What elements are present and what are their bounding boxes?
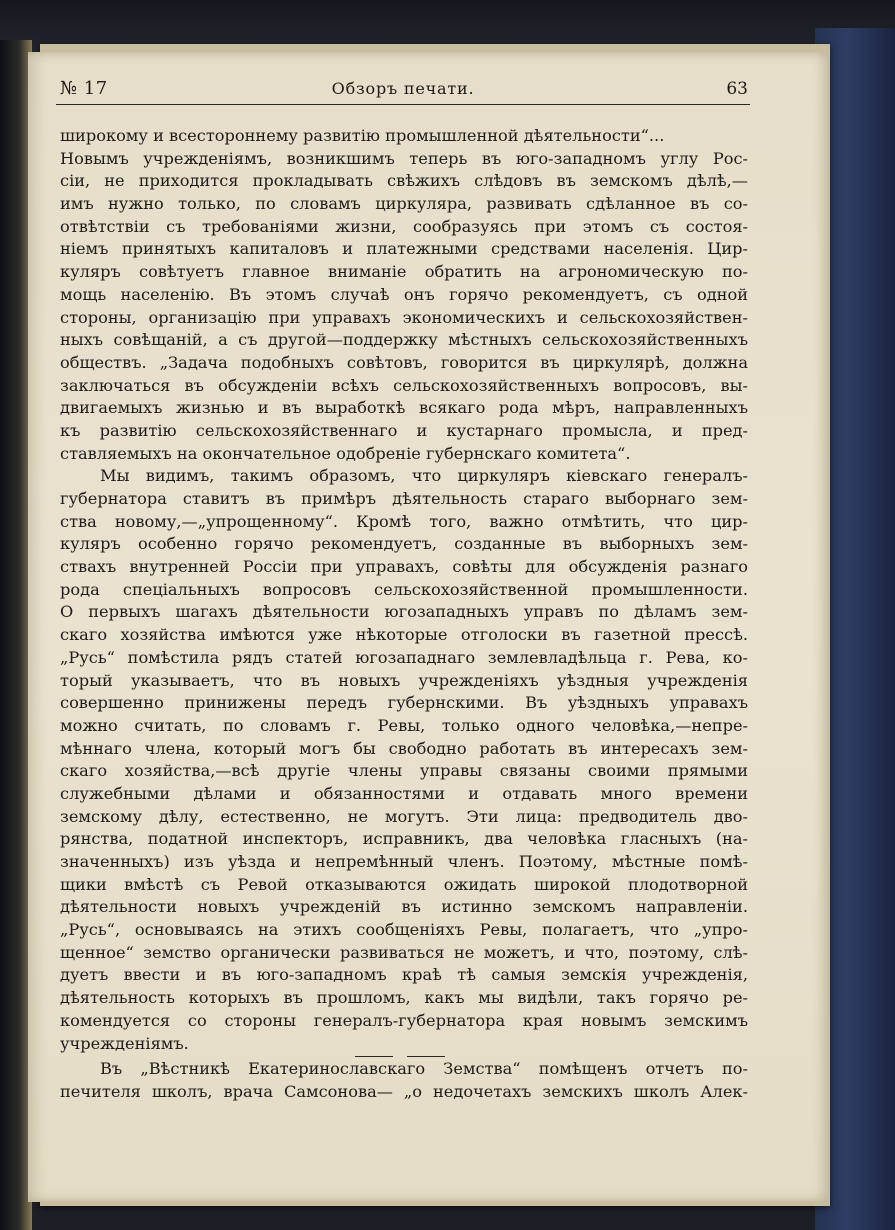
text-line: печителя школъ, врача Самсонова— „о недочетахъ земскихъ школъ Алек- bbox=[60, 1081, 748, 1101]
text-line: сіи, не приходится прокладывать свѣжихъ слѣдовъ въ земскомъ дѣлѣ,— bbox=[60, 171, 748, 191]
text-line: ніемъ принятыхъ капиталовъ и платежными средствами населенія. Цир- bbox=[60, 239, 748, 259]
text-line: двигаемыхъ жизнью и въ выработкѣ всякаго рода мѣръ, направленныхъ bbox=[60, 398, 748, 418]
text-line: значенныхъ) изъ уѣзда и непремѣнный членъ. Поэтому, мѣстные помѣ- bbox=[60, 852, 748, 871]
text-line: ставляемыхъ на окончательное одобреніе губернскаго комитета“. bbox=[60, 443, 631, 463]
text-line: Мы видимъ, такимъ образомъ, что циркуляръ кіевскаго генералъ- bbox=[100, 466, 748, 486]
text-line: торый указываетъ, что въ новыхъ учрежденіяхъ уѣздныя учрежденія bbox=[60, 670, 748, 690]
text-line: служебными дѣлами и обязанностями и отдавать много времени bbox=[60, 783, 748, 803]
text-line: земскому дѣлу, естественно, не могутъ. Эти лица: предводитель дво- bbox=[60, 806, 748, 826]
text-line: рода спеціальныхъ вопросовъ сельскохозяйственной промышленности. bbox=[60, 579, 748, 599]
text-line: губернатора ставитъ въ примѣръ дѣятельность стараго выборнаго зем- bbox=[60, 489, 748, 508]
running-header bbox=[56, 76, 750, 106]
text-line: „Русь“ помѣстила рядъ статей югозападнаго землевладѣльца г. Рева, ко- bbox=[60, 647, 748, 667]
text-line: щенное“ земство органически развиваться не можетъ, и что, поэтому, слѣ- bbox=[60, 942, 748, 962]
text-line: ства новому,—„упрощенному“. Кромѣ того, важно отмѣтить, что цир- bbox=[60, 511, 748, 531]
page-number: 63 bbox=[726, 79, 748, 99]
text-line: отвѣтствіи съ требованіями жизни, сообразуясь при этомъ съ состоя- bbox=[60, 216, 748, 236]
text-line: ствахъ внутренней Россіи при управахъ, совѣты для обсужденія разнаго bbox=[60, 557, 748, 577]
text-line: О первыхъ шагахъ дѣятельности югозападныхъ управъ по дѣламъ зем- bbox=[60, 602, 748, 622]
text-line: дуетъ ввести и въ юго-западномъ краѣ тѣ самыя земскія учрежденія, bbox=[60, 965, 748, 985]
text-line: заключаться въ обсужденіи всѣхъ сельскохозяйственныхъ вопросовъ, вы- bbox=[60, 375, 748, 395]
text-line: дѣятельности новыхъ учрежденій въ истинно земскомъ направленіи. bbox=[60, 897, 748, 917]
text-line: стороны, организацію при управахъ экономическихъ и сельскохозяйствен- bbox=[60, 307, 748, 327]
body-text bbox=[60, 125, 748, 1055]
text-line: куляръ особенно горячо рекомендуетъ, созданные въ выборныхъ зем- bbox=[60, 534, 748, 554]
body-text-continued bbox=[60, 1058, 748, 1103]
text-line: широкому и всестороннему развитію промышленной дѣятельности“... bbox=[60, 126, 665, 145]
header-rule bbox=[56, 104, 750, 105]
text-line: рянства, податной инспекторъ, исправникъ, два человѣка гласныхъ (на- bbox=[60, 829, 748, 849]
text-line: мощь населенію. Въ этомъ случаѣ онъ горячо рекомендуетъ, съ одной bbox=[60, 284, 748, 304]
divider-dash bbox=[355, 1056, 393, 1057]
text-line: скаго хозяйства,—всѣ другіе члены управы связаны своими прямыми bbox=[60, 761, 748, 781]
text-line: куляръ совѣтуетъ главное вниманіе обратить на агрономическую по- bbox=[60, 262, 748, 282]
text-line: имъ нужно только, по словамъ циркуляра, развивать сдѣланное въ со- bbox=[60, 194, 748, 214]
text-line: Въ „Вѣстникѣ Екатеринославскаго Земства“ помѣщенъ отчетъ по- bbox=[100, 1059, 748, 1078]
text-line: скаго хозяйства имѣются уже нѣкоторые отголоски въ газетной прессѣ. bbox=[60, 625, 748, 645]
text-line: щики вмѣстѣ съ Ревой отказываются ожидать широкой плодотворной bbox=[60, 874, 748, 894]
text-line: мѣннаго члена, который могъ бы свободно работать въ интересахъ зем- bbox=[60, 738, 748, 758]
text-line: „Русь“, основываясь на этихъ сообщеніяхъ Ревы, полагаетъ, что „упро- bbox=[60, 920, 748, 940]
text-line: Новымъ учрежденіямъ, возникшимъ теперь въ юго-западномъ углу Рос- bbox=[60, 148, 748, 168]
text-line: къ развитію сельскохозяйственнаго и кустарнаго промысла, и пред- bbox=[60, 420, 748, 440]
text-line: учрежденіямъ. bbox=[60, 1033, 189, 1053]
text-line: обществъ. „Задача подобныхъ совѣтовъ, говорится въ циркулярѣ, должна bbox=[60, 352, 748, 372]
section-title: Обзоръ печати. bbox=[331, 79, 475, 98]
text-line: совершенно принижены передъ губернскими. Въ уѣздныхъ управахъ bbox=[60, 693, 748, 713]
issue-number: № 17 bbox=[60, 78, 108, 99]
text-line: можно считать, по словамъ г. Ревы, только одного человѣка,—непре- bbox=[60, 715, 748, 735]
text-line: дѣятельность которыхъ въ прошломъ, какъ мы видѣли, такъ горячо ре- bbox=[60, 988, 748, 1008]
text-line: ныхъ совѣщаній, а съ другой—поддержку мѣстныхъ сельскохозяйственныхъ bbox=[60, 330, 748, 350]
text-line: комендуется со стороны генералъ-губернатора края новымъ земскимъ bbox=[60, 1010, 748, 1030]
divider-dash bbox=[407, 1056, 445, 1057]
